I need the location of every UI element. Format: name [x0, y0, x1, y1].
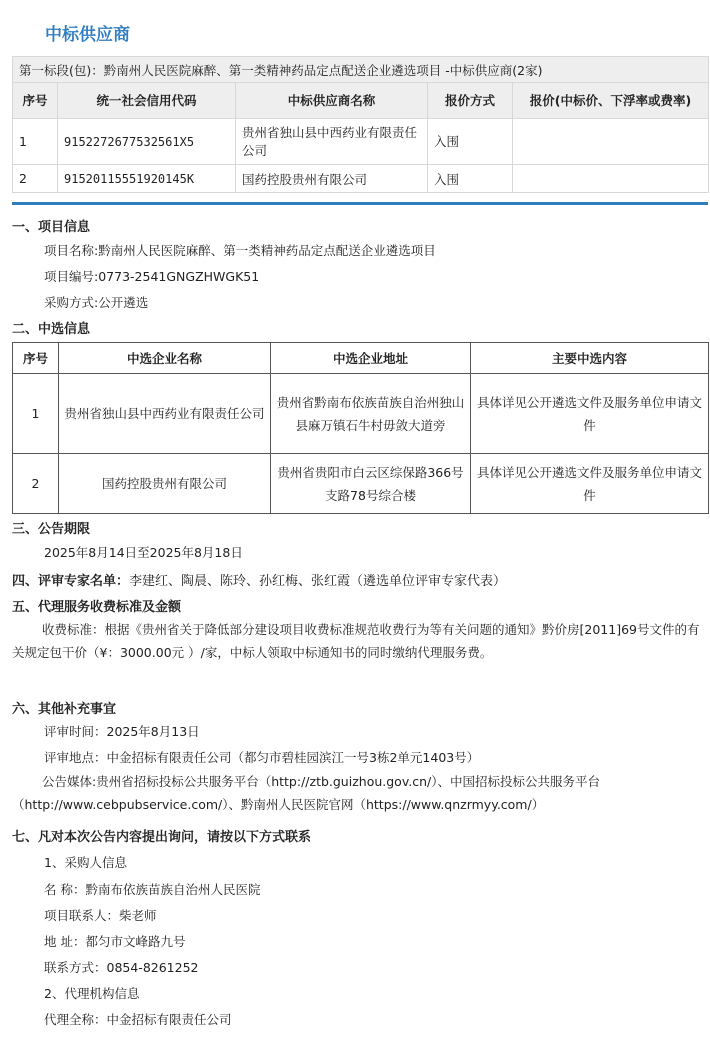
row-no: 1 [13, 119, 58, 165]
fee-text: 收费标准：根据《贵州省关于降低部分建设项目收费标准规范收费行为等有关问题的通知》黔价房[2011]69号文件的有关规定包干价（¥：3000.00元 ）/家，中标人领取中标通知书的同时缴纳代理服务费。 [12, 622, 700, 660]
credit-code: 9152272677532561X5 [58, 119, 236, 165]
winning-supplier-table [12, 56, 709, 193]
credit-code: 91520115551920145K [58, 165, 236, 193]
section-title-notice-period: 三、公告期限 [12, 522, 91, 537]
section-title-fee: 五、代理服务收费标准及金额 [12, 600, 182, 615]
main-content: 具体详见公开遴选文件及服务单位申请文件 [471, 454, 709, 514]
purchaser-info-label: 1、采购人信息 [44, 855, 127, 870]
quote-method: 入围 [428, 119, 513, 165]
purchaser-address: 地 址：都匀市文峰路九号 [44, 934, 186, 949]
project-code: 项目编号:0773-2541GNGZHWGK51 [44, 269, 260, 284]
quote-method: 入围 [428, 165, 513, 193]
enterprise-name: 国药控股贵州有限公司 [59, 454, 271, 514]
col-header-enterprise-address: 中选企业地址 [271, 343, 471, 374]
section-title-selection-info: 二、中选信息 [12, 322, 91, 337]
col-header-credit-code: 统一社会信用代码 [58, 83, 236, 119]
lot-title: 第一标段(包)：黔南州人民医院麻醉、第一类精神药品定点配送企业遴选项目 -中标供应商(2家) [13, 57, 709, 83]
col-header-enterprise-name: 中选企业名称 [59, 343, 271, 374]
supplier-name: 贵州省独山县中西药业有限责任公司 [236, 119, 428, 165]
col-header-supplier-name: 中标供应商名称 [236, 83, 428, 119]
enterprise-address: 贵州省贵阳市白云区综保路366号支路78号综合楼 [271, 454, 471, 514]
supplier-name: 国药控股贵州有限公司 [236, 165, 428, 193]
col-header-main-content: 主要中选内容 [471, 343, 709, 374]
table-row [13, 374, 709, 454]
col-header-no: 序号 [13, 343, 59, 374]
section-title-project-info: 一、项目信息 [12, 220, 91, 235]
quote-value [513, 165, 709, 193]
purchaser-contact: 项目联系人：柴老师 [44, 908, 157, 923]
table-row [13, 119, 709, 165]
enterprise-name: 贵州省独山县中西药业有限责任公司 [59, 374, 271, 454]
agency-info-label: 2、代理机构信息 [44, 986, 140, 1001]
enterprise-address: 贵州省黔南布依族苗族自治州独山县麻万镇石牛村毋敛大道旁 [271, 374, 471, 454]
row-no: 1 [13, 374, 59, 454]
expert-names: 李建红、陶晨、陈玲、孙红梅、张红霞（遴选单位评审专家代表） [129, 574, 507, 589]
section-title-contact: 七、凡对本次公告内容提出询问，请按以下方式联系 [12, 830, 312, 845]
row-no: 2 [13, 165, 58, 193]
section-title-experts [12, 570, 506, 589]
page-title: 中标供应商 [45, 25, 130, 45]
col-header-quote-method: 报价方式 [428, 83, 513, 119]
quote-value [513, 119, 709, 165]
purchaser-phone: 联系方式：0854-8261252 [44, 960, 199, 975]
publication-media: 公告媒体:贵州省招标投标公共服务平台（http://ztb.guizhou.gov.cn/）、中国招标投标公共服务平台（http://www.cebpubservice.com/）、黔南州人民医院官网（https://www.qnzrmyy.com/） [12, 774, 600, 812]
row-no: 2 [13, 454, 59, 514]
divider [12, 202, 708, 205]
table-row [13, 454, 709, 514]
project-name: 项目名称:黔南州人民医院麻醉、第一类精神药品定点配送企业遴选项目 [44, 243, 436, 258]
agency-name: 代理全称：中金招标有限责任公司 [44, 1012, 232, 1027]
procurement-method: 采购方式:公开遴选 [44, 295, 149, 310]
col-header-no: 序号 [13, 83, 58, 119]
review-time: 评审时间：2025年8月13日 [44, 724, 200, 739]
col-header-quote: 报价(中标价、下浮率或费率) [513, 83, 709, 119]
experts-label: 四、评审专家名单： [12, 574, 130, 589]
notice-period: 2025年8月14日至2025年8月18日 [44, 545, 243, 560]
purchaser-name: 名 称：黔南布依族苗族自治州人民医院 [44, 882, 261, 897]
main-content: 具体详见公开遴选文件及服务单位申请文件 [471, 374, 709, 454]
section-title-other: 六、其他补充事宜 [12, 702, 117, 717]
table-row [13, 165, 709, 193]
review-place: 评审地点：中金招标有限责任公司（都匀市碧桂园滨江一号3栋2单元1403号） [44, 750, 480, 765]
selected-enterprise-table [12, 342, 709, 514]
